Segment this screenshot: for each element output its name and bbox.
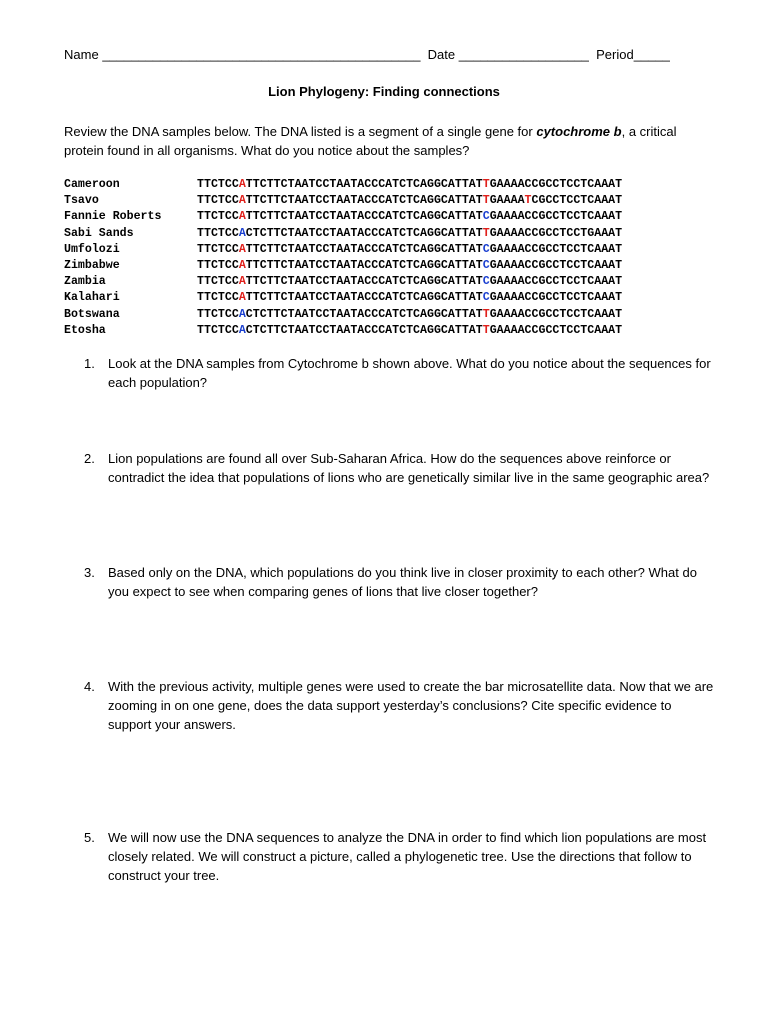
question-number: 5. <box>84 830 95 845</box>
highlighted-base: A <box>238 210 246 224</box>
question-number: 4. <box>84 679 95 694</box>
question-item <box>84 563 714 601</box>
dna-sample-row <box>64 209 622 225</box>
question-text: Based only on the DNA, which populations do you think live in closer proximity to each other? What do you expect to see when comparing genes of lions that live closer together? <box>108 565 697 599</box>
sample-name: Botswana <box>64 307 120 321</box>
highlighted-base: T <box>482 307 490 321</box>
sample-sequence: TTCTCCATTCTTCTAATCCTAATACCCATCTCAGGCATTATTGAAAACCGCCTCCTCAAAT <box>197 178 623 191</box>
highlighted-base: T <box>482 178 490 191</box>
highlighted-base: T <box>482 226 490 240</box>
highlighted-base: A <box>238 323 246 337</box>
question-text: We will now use the DNA sequences to analyze the DNA in order to find which lion populations are most closely related. We will construct a picture, called a phylogenetic tree. Use the directions that follow to construct your tree. <box>108 830 707 883</box>
intro-paragraph <box>64 122 714 160</box>
question-item <box>84 828 714 885</box>
question-text: Look at the DNA samples from Cytochrome b shown above. What do you notice about the sequences for each population? <box>108 356 711 390</box>
sample-sequence: TTCTCCATTCTTCTAATCCTAATACCCATCTCAGGCATTATCGAAAACCGCCTCCTCAAAT <box>197 210 623 224</box>
name-blank: ____________________________________________ <box>102 47 421 62</box>
sample-name: Etosha <box>64 323 106 337</box>
dna-sample-table <box>64 177 622 339</box>
question-number: 2. <box>84 451 95 466</box>
page-title: Lion Phylogeny: Finding connections <box>268 84 500 99</box>
sample-name: Kalahari <box>64 291 120 305</box>
highlighted-base: C <box>482 258 490 272</box>
highlighted-base: C <box>482 210 490 224</box>
period-label: Period <box>596 47 634 62</box>
sample-name: Zimbabwe <box>64 258 120 272</box>
dna-sample-row <box>64 323 622 339</box>
dna-sample-row <box>64 274 622 290</box>
sample-sequence: TTCTCCATTCTTCTAATCCTAATACCCATCTCAGGCATTATCGAAAACCGCCTCCTCAAAT <box>197 275 623 289</box>
sample-sequence: TTCTCCACTCTTCTAATCCTAATACCCATCTCAGGCATTATTGAAAACCGCCTCCTCAAAT <box>197 307 623 321</box>
sample-sequence: TTCTCCATTCTTCTAATCCTAATACCCATCTCAGGCATTATCGAAAACCGCCTCCTCAAAT <box>197 242 623 256</box>
highlighted-base: A <box>238 242 246 256</box>
highlighted-base: A <box>238 275 246 289</box>
highlighted-base: C <box>482 275 490 289</box>
dna-sample-row <box>64 307 622 323</box>
sample-sequence: TTCTCCATTCTTCTAATCCTAATACCCATCTCAGGCATTATTGAAAATCGCCTCCTCAAAT <box>197 194 623 208</box>
highlighted-base: T <box>482 323 490 337</box>
dna-sample-row <box>64 290 622 306</box>
sample-sequence: TTCTCCACTCTTCTAATCCTAATACCCATCTCAGGCATTATTGAAAACCGCCTCCTCAAAT <box>197 323 623 337</box>
sample-sequence: TTCTCCACTCTTCTAATCCTAATACCCATCTCAGGCATTATTGAAAACCGCCTCCTGAAAT <box>197 226 623 240</box>
question-number: 3. <box>84 565 95 580</box>
period-blank: _____ <box>633 47 670 62</box>
highlighted-base: T <box>482 194 490 208</box>
sample-sequence: TTCTCCATTCTTCTAATCCTAATACCCATCTCAGGCATTATCGAAAACCGCCTCCTCAAAT <box>197 291 623 305</box>
dna-sample-row <box>64 242 622 258</box>
sample-sequence: TTCTCCATTCTTCTAATCCTAATACCCATCTCAGGCATTATCGAAAACCGCCTCCTCAAAT <box>197 258 623 272</box>
intro-text-after: , a critical protein found in all organisms. What do you notice about the samples? <box>64 124 677 158</box>
question-number: 1. <box>84 356 95 371</box>
question-text: With the previous activity, multiple genes were used to create the bar microsatellite data. Now that we are zooming in on one gene, does the data support yesterday’s conclusions? Cite specific evidence to support your answers. <box>108 679 714 732</box>
sample-name: Cameroon <box>64 178 120 191</box>
highlighted-base: C <box>482 291 490 305</box>
highlighted-base: C <box>482 242 490 256</box>
sample-name: Fannie Roberts <box>64 210 162 224</box>
question-item <box>84 677 714 734</box>
dna-sample-row <box>64 258 622 274</box>
highlighted-base: A <box>238 178 246 191</box>
name-label: Name <box>64 47 99 62</box>
highlighted-base: A <box>238 226 246 240</box>
date-label: Date <box>427 47 456 62</box>
date-blank: __________________ <box>458 47 589 62</box>
highlighted-base: A <box>238 307 246 321</box>
intro-text-before: Review the DNA samples below. The DNA listed is a segment of a single gene for <box>64 124 537 139</box>
question-item <box>84 354 714 392</box>
dna-sample-row <box>64 226 622 242</box>
highlighted-base: T <box>524 194 532 208</box>
sample-name: Sabi Sands <box>64 226 134 240</box>
question-item <box>84 449 714 487</box>
sample-name: Zambia <box>64 275 106 289</box>
dna-sample-row <box>64 177 622 193</box>
dna-sample-row <box>64 193 622 209</box>
question-text: Lion populations are found all over Sub-Saharan Africa. How do the sequences above reinforce or contradict the idea that populations of lions who are genetically similar live in the same geographic area? <box>108 451 710 485</box>
highlighted-base: A <box>238 291 246 305</box>
highlighted-base: A <box>238 258 246 272</box>
intro-emphasis: cytochrome b <box>536 124 622 139</box>
highlighted-base: A <box>238 194 246 208</box>
sample-name: Umfolozi <box>64 242 120 256</box>
header-line <box>64 47 670 62</box>
sample-name: Tsavo <box>64 194 99 208</box>
